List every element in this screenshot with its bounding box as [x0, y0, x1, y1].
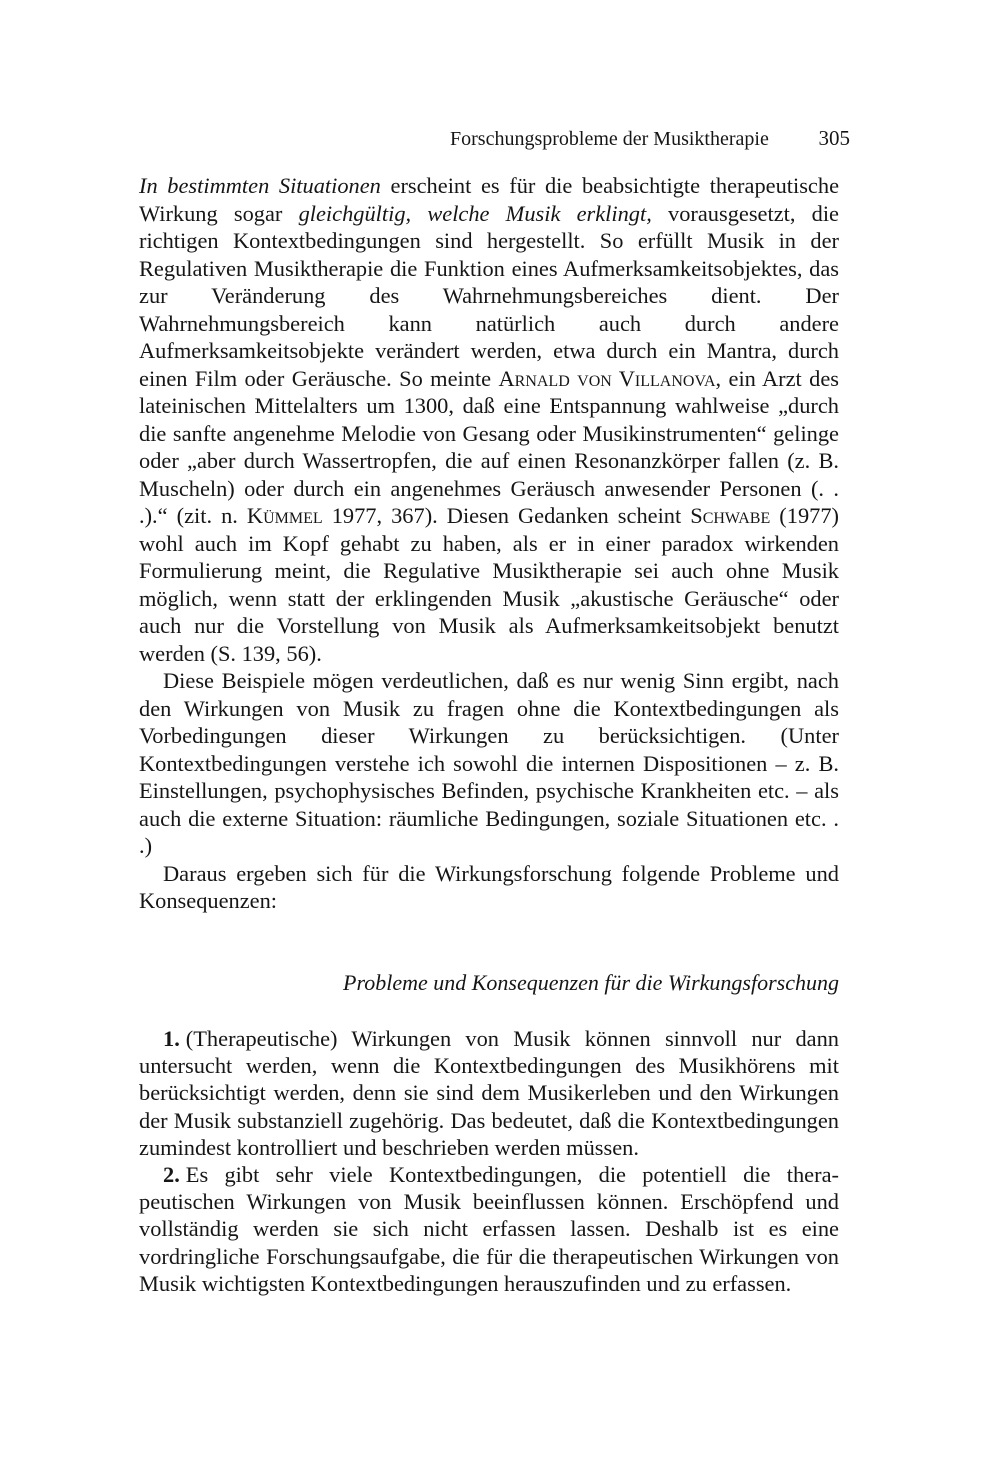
item-text: Es gibt sehr viele Kontextbedingungen, die potentiell die therapeutischen Wirkungen von Musik beeinflussen können. Erschöpfend und vollständig werden sie sich nicht erfassen lassen. Deshalb ist es eine vordringliche Forschungsaufgabe, die für die therapeutischen Wirkungen von Musik wichtigsten Kontextbedingungen herauszufinden und zu erfassen.	[139, 1162, 839, 1296]
numbered-list	[139, 1025, 839, 1297]
italic-phrase: In bestimmten Situationen	[139, 173, 381, 198]
author-name: Arnald von Villanova	[498, 365, 716, 391]
body-text	[139, 172, 839, 915]
text-run: erscheint es für die beabsichtigte therapeutische Wirkung sogar	[139, 173, 840, 226]
running-title: Forschungsprobleme der Musiktherapie	[450, 128, 769, 150]
paragraph-3: Daraus ergeben sich für die Wirkungsforschung folgende Probleme und Konsequenzen:	[139, 860, 839, 913]
paragraph-1	[139, 172, 839, 667]
item-number: 1.	[163, 1026, 180, 1051]
text-run: (1977) wohl auch im Kopf gehabt zu haben, als er in einer paradox wirkenden Formulierung meint, die Regulative Musiktherapie sei auch ohne Musik möglich, wenn statt der erklingenden Musik „akustische Geräusche“ oder auch nur die Vorstellung von Musik als Aufmerksamkeitsobjekt benutzt werden (S. 139, 56).	[139, 503, 839, 666]
page-number: 305	[818, 126, 850, 150]
list-item	[139, 1025, 839, 1161]
paragraph-2: Diese Beispiele mögen verdeutlichen, daß es nur wenig Sinn ergibt, nach den Wirkungen von Musik zu fragen ohne die Kontextbedingungen als Vorbedingungen dieser Wirkungen zu berücksichtigen. (Unter Kontextbedingungen verstehe ich sowohl die internen Dispositionen – z. B. Einstellungen, psychophysisches Befinden, psychische Krankheiten etc. – als auch die externe Situation: räumliche Bedingungen, soziale Situationen etc. . .)	[139, 668, 839, 858]
running-header	[450, 126, 850, 151]
item-text: (Therapeutische) Wirkungen von Musik können sinnvoll nur dann untersucht werden, wenn die Kontextbedingungen des Musikhörens mit berücksichtigt werden, denn sie sind dem Musikerleben und den Wirkungen der Musik substanziell zugehörig. Das bedeutet, daß die Kontextbedingungen zumindest kontrolliert und beschrieben werden müssen.	[139, 1026, 839, 1160]
text-run: 1977, 367). Diesen Gedanken scheint	[322, 503, 691, 528]
author-name: Schwabe	[690, 503, 771, 528]
item-number: 2.	[163, 1162, 180, 1188]
list-item	[139, 1161, 839, 1297]
text-run: vorausgesetzt, die richtigen Kontextbedingungen sind hergestellt. So erfüllt Musik in der Regulativen Musiktherapie die Funktion eines Aufmerksamkeitsobjektes, das zur Veränderung des Wahrnehmungsbereiches dient. Der Wahrnehmungsbereich kann natürlich auch durch andere Aufmerksamkeitsobjekte verändert werden, etwa durch ein Mantra, durch einen Film oder Geräusche. So meinte	[139, 200, 839, 391]
author-name: Kümmel	[246, 503, 323, 528]
text-run: , ein Arzt des lateinischen Mittelalters um 1300, daß eine Entspannung wahlweise „durch die sanfte angenehme Melodie von Gesang oder Musikinstrumenten“ gelinge oder „aber durch Wassertropfen, die auf einen Resonanzkörper fallen (z. B. Muscheln) oder durch ein angenehmes Geräusch anwesender Personen (. . .).“ (zit. n.	[139, 365, 839, 528]
italic-phrase: gleichgültig, welche Musik erklingt,	[298, 200, 652, 226]
section-heading: Probleme und Konsequenzen für die Wirkungsforschung	[343, 970, 839, 995]
